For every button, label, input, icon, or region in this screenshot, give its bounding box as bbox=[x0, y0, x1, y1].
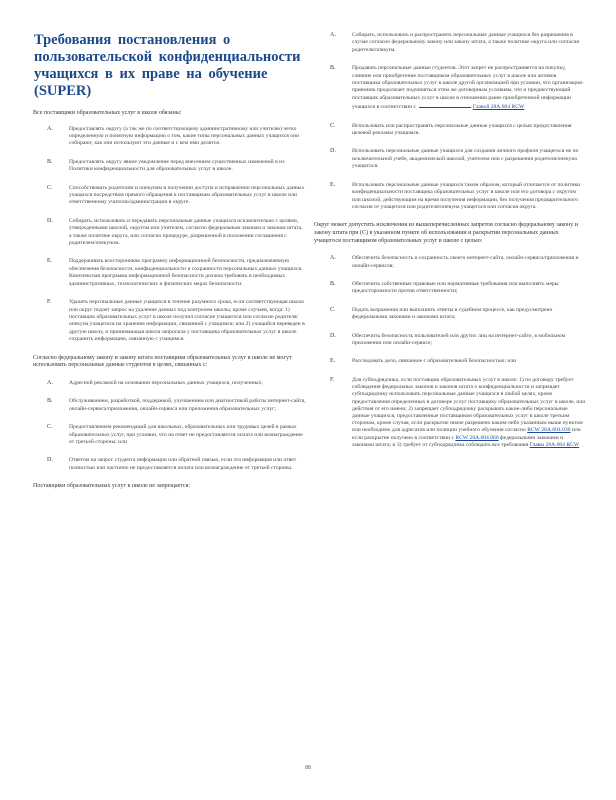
list-letter: B. bbox=[330, 280, 336, 287]
list-item bbox=[33, 380, 306, 388]
list-letter: E. bbox=[47, 258, 53, 265]
list-text bbox=[352, 65, 586, 111]
list-text: Ответом на запрос студента информации или обратной связью, если эта информация или ответ полностью или частично не предоставляется оплата или вознаграждение от третьей стороны. bbox=[69, 457, 297, 471]
list-text: Обеспечить безопасность пользователей или других лиц на интернет-сайте, в мобильном приложении или онлайн-сервисе; bbox=[352, 332, 566, 346]
list-letter: E. bbox=[330, 358, 336, 365]
left-column bbox=[33, 32, 306, 499]
list-text: Собирать, использовать и распространять персональные данные учащихся без разрешения в случае согласно федеральному закону или закону штата, а также политике округа или согласия родителя/опекуна. bbox=[352, 32, 579, 53]
list-text-body: Продавать персональные данные студентов. Этот запрет не распространяется на покупку, слияние или приобретение поставщиком образовательных услуг в школе или активов поставщика образовательных услуг в школе другой организацией при условии, что организация-приемник продолжает подчиняться этим же договорным условиям, что и предшествующий поставщик образовательных услуг в школе в отношении ранее приобретенной информации учащихся в соответствии с bbox=[352, 65, 584, 111]
list-text: Предоставлением рекомендаций для школьных, образовательных или трудовых целей в рамках образовательных услуг, при условии, что на ответ не предоставляется оплата или вознаграждение от третьей стороны; или bbox=[69, 424, 303, 445]
list-text: Подать возражения или выполнить ответы в судебном процессе, как предусмотрено федеральными законами и законами штата; bbox=[352, 306, 553, 321]
list-text: Обслуживанием, разработкой, поддержкой, улучшением или диагностикой работы интернет-сайта, онлайн-сервиса/приложения, онлайн-сервиса или приложения образовательных услуг; bbox=[69, 398, 306, 412]
list-text bbox=[352, 377, 586, 449]
list-text: Способствовать родителям и опекунам в получении доступа и исправлении персональных данных учащихся посредством прямого обращения к поставщикам образовательных услуг в школе или ответственному учителю/администрации в округе. bbox=[69, 184, 305, 206]
list-letter: B. bbox=[330, 65, 336, 72]
list-text-body: Для субподрядчика, если поставщик образовательных услуг в школе: 1) по договору требует соблюдения федеральных законов и законов штата о конфиденциальности и запрещает субподрядчику использовать персональные данные учащихся в любой целях, кроме предоставления определенных в договоре услуг поставщику образовательных услуг в школе, или действия от его имени; 2) запрещает субподрядчику раскрывать какие-либо персональные данные учащихся, предоставленные поставщиком образовательных услуг в школе третьим сторонам, кроме случая, если раскрытие иначе разрешено каким-либо указанным выше пунктом или необходимо для адресатов или полиции учебного обучения согласно bbox=[352, 376, 586, 434]
list-text-body: или если раскрытие получено в соответствии с bbox=[352, 427, 581, 441]
exceptions-intro: Согласно федеральному закону и закону штата поставщики образовательных услуг в школе не могут использовать персональные данные студентов в целях, связанных с: bbox=[33, 354, 292, 369]
list-item bbox=[314, 123, 586, 138]
list-text: Обеспечить безопасность и сохранность своего интернет-сайта, онлайн-сервиса/приложения и онлайн-сервисов; bbox=[352, 255, 579, 269]
list-item bbox=[314, 281, 586, 296]
list-item bbox=[314, 148, 586, 170]
closing-text: Поставщики образовательных услуг в школе не запрещается: bbox=[33, 483, 191, 490]
citation-link[interactable]: Главой 28A.604 RCW bbox=[472, 104, 525, 111]
list-item bbox=[33, 424, 306, 446]
list-letter: A. bbox=[330, 255, 336, 262]
list-letter: C. bbox=[330, 122, 336, 129]
list-letter: E. bbox=[330, 181, 336, 188]
list-letter: C. bbox=[47, 184, 53, 191]
list-item bbox=[314, 333, 586, 348]
list-letter: D. bbox=[330, 148, 336, 155]
list-letter: C. bbox=[47, 424, 53, 431]
list-letter: C. bbox=[330, 306, 336, 313]
list-item bbox=[33, 126, 306, 148]
list-letter: B. bbox=[47, 158, 53, 165]
intro-text: Все поставщики образовательных услуг в школе обязаны: bbox=[33, 110, 182, 116]
list-text: Удалять персональные данные учащихся в течение разумного срока, если соответствующая школа или округ подает запрос на удаление данных под контролем школы, кроме случаев, когда: 1) поставщик образовательных услуг в школе получил согласие учащегося или согласие родителя/опекуна учащегося на хранение информации, связанной с учащимся; или 2) учащийся переведен в другую школу, и принимающая школа запросила у поставщика образовательных услуг в школе сохранить информацию, связанную с учащимся. bbox=[69, 299, 305, 343]
list-item bbox=[314, 307, 586, 322]
list-letter: A. bbox=[47, 379, 53, 386]
list-text: Предоставлять округу явное уведомление перед внесением существенных изменений в их Политики конфиденциальности для образовательных услуг в школе. bbox=[69, 158, 285, 173]
list-item bbox=[33, 218, 306, 248]
list-text-body: федеральными законами и законами штата; и 3) требует от субподрядчика соблюдать все требования bbox=[352, 434, 564, 448]
list-text: Использовать персональные данные учащихся для создания личного профиля учащегося не по исключительной учебе, академической школой, учителем или с разрешения родителя/опекуна учащегося. bbox=[352, 148, 579, 170]
citation-link[interactable]: RCW 28A.604.060 bbox=[455, 434, 499, 441]
list-item bbox=[314, 65, 586, 111]
list-item bbox=[33, 457, 306, 472]
right-column bbox=[314, 32, 586, 460]
exceptions-intro: Округ может допустить исключения из вышеперечисленных запретов согласно федеральному закону и закону штата при (C) в указанном пункте об использовании и раскрытии персональных данных учащегося поставщиком образовательных услуг в школе с целью: bbox=[314, 222, 578, 244]
page-title: Требования постановления о пользовательской конфиденциальности учащихся в их праве на обучение (SUPER) bbox=[34, 32, 301, 99]
list-letter: A. bbox=[47, 125, 53, 132]
list-item bbox=[33, 159, 306, 174]
list-item bbox=[314, 358, 586, 366]
list-text: Расследовать дело, связанное с образовательной безопасностью; или bbox=[352, 358, 517, 365]
list-letter: D. bbox=[47, 217, 53, 224]
list-letter: D. bbox=[47, 457, 53, 464]
list-item bbox=[314, 32, 586, 54]
list-text: Обеспечить собственные правовые или нормативные требования или выполнять меры предосторожности против ответственности; bbox=[352, 280, 559, 295]
citation-link[interactable]: Главы 28A.604 RCW bbox=[529, 441, 580, 448]
list-item bbox=[314, 182, 586, 212]
list-letter: B. bbox=[47, 398, 53, 405]
list-item bbox=[314, 377, 586, 449]
list-item bbox=[314, 255, 586, 270]
list-letter: A. bbox=[330, 32, 336, 38]
list-text: Использовать или распространять персональные данные учащихся с целью предоставления целевой рекламы учащимся. bbox=[352, 122, 572, 137]
list-item bbox=[33, 258, 306, 288]
list-text: Адресной рекламой на основании персональных данных учащихся, полученных; bbox=[69, 379, 263, 386]
list-item bbox=[33, 185, 306, 207]
citation-underline bbox=[419, 102, 471, 108]
page-number: 88 bbox=[305, 765, 311, 771]
list-text: Предоставлять округу (а так же по соответствующему административному или учителю) четко определенную и понятную информацию о том, какие типы персональных данных учащихся они собирают, как они используют эти данные и с кем ими делятся. bbox=[69, 125, 299, 147]
list-text: Использовать персональные данные учащихся таким образом, который отличается от политики конфиденциальности поставщика образовательных услуг в школе или его договора с округом или школой, действующим на время получения информации, без получения предварительного согласия от учащегося или родителя/опекуна учащегося или согласия округа. bbox=[352, 181, 581, 210]
list-text: Поддерживать всестороннюю программу информационной безопасности, предназначенную обеспечения безопасности, конфиденциальности и сохранности персональных данных учащихся. Комплексная программа информационной безопасности должна требовать в необходимых административных, технологических и физических мерах безопасности. bbox=[69, 258, 303, 287]
list-item bbox=[33, 299, 306, 343]
list-letter: F. bbox=[330, 376, 335, 383]
list-text: Собирать, использовать и передавать персональные данные учащихся исключительно с целями, утвержденными школой, округом или учителем, согласно федеральным законам и законам штата, а также политике округа, или согласно процедуре, разрешенной в положении соглашения с родителем/опекуном. bbox=[69, 217, 303, 247]
list-item bbox=[33, 398, 306, 413]
list-letter: D. bbox=[330, 332, 336, 339]
citation-link[interactable]: RCW 28A.604.030 bbox=[527, 427, 571, 434]
list-letter: F. bbox=[47, 299, 52, 306]
